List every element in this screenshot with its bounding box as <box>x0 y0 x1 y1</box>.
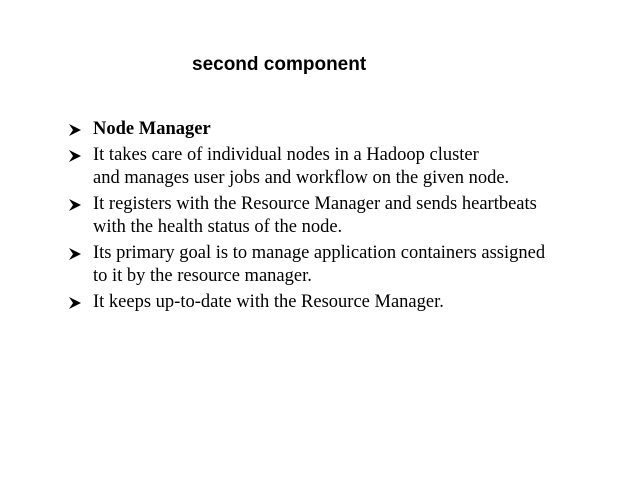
arrowhead-bullet-icon <box>68 123 82 137</box>
bullet-text: It keeps up-to-date with the Resource Manager. <box>93 292 444 312</box>
bullet-text: Its primary goal is to manage application containers assigned <box>93 243 546 263</box>
bullet-item <box>68 118 628 141</box>
bullet-text: with the health status of the node. <box>93 217 343 237</box>
bullet-item <box>68 242 628 288</box>
arrowhead-bullet-icon <box>68 198 82 212</box>
bullet-text: and manages user jobs and workflow on the given node. <box>93 168 510 188</box>
bullet-list <box>68 118 628 317</box>
arrowhead-bullet-icon <box>68 149 82 163</box>
bullet-text: Node Manager <box>93 119 211 139</box>
slide-title: second component <box>192 54 367 75</box>
bullet-text: It takes care of individual nodes in a Hadoop cluster <box>93 145 479 165</box>
bullet-text: It registers with the Resource Manager and sends heartbeats <box>93 194 537 214</box>
bullet-item <box>68 144 628 190</box>
bullet-item <box>68 291 628 314</box>
bullet-text: to it by the resource manager. <box>93 266 312 286</box>
bullet-item <box>68 193 628 239</box>
arrowhead-bullet-icon <box>68 296 82 310</box>
arrowhead-bullet-icon <box>68 247 82 261</box>
